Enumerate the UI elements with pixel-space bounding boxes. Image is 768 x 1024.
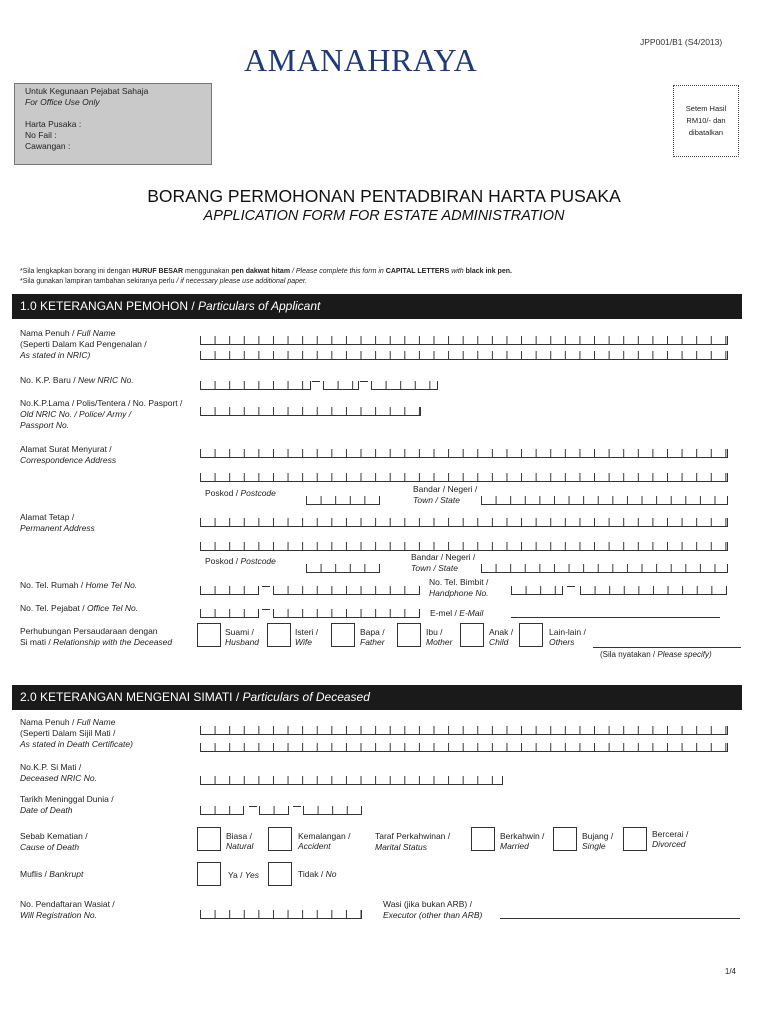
- note-bold: CAPITAL LETTERS: [385, 268, 450, 275]
- corr-town-field[interactable]: [481, 496, 728, 505]
- corr-address-label: Alamat Surat Menyurat / Correspondence Address: [20, 444, 117, 465]
- executor-field[interactable]: [500, 910, 740, 919]
- note-bold: HURUF BESAR: [132, 268, 184, 275]
- perm-postcode-field[interactable]: [306, 564, 380, 573]
- applicant-fullname-label: Nama Penuh / Full Name (Seperti Dalam Kad Pengenalan / As stated in NRIC): [20, 328, 147, 360]
- form-title-malay: BORANG PERMOHONAN PENTADBIRAN HARTA PUSAKA: [147, 186, 621, 206]
- dash: [262, 586, 270, 587]
- applicant-oldnric-label: No.K.P.Lama / Polis/Tentera / No. Pasport / Old NRIC No. / Police/ Army / Passport No.: [20, 398, 183, 430]
- cause-of-death-label: Sebab Kematian / Cause of Death: [20, 831, 88, 852]
- dod-day-field[interactable]: [200, 806, 244, 815]
- corr-address-field-1[interactable]: [200, 449, 728, 458]
- section2-header: [12, 685, 742, 710]
- newnric-field-1[interactable]: [200, 381, 311, 390]
- dash: [360, 381, 368, 382]
- option-others: Lain-lain / Others: [549, 627, 586, 647]
- officetel-label: No. Tel. Pejabat / Office Tel No.: [20, 603, 139, 613]
- page-number: 1/4: [724, 967, 736, 976]
- office-line2: For Office Use Only: [25, 97, 100, 107]
- form-title-english: APPLICATION FORM FOR ESTATE ADMINISTRATION: [203, 208, 565, 224]
- email-label: E-mel / E-Mail: [430, 608, 484, 618]
- deceased-fullname-field-1[interactable]: [200, 726, 728, 735]
- dash: [567, 586, 575, 587]
- hometel-field-1[interactable]: [200, 586, 259, 595]
- checkbox-accident[interactable]: [268, 827, 292, 851]
- checkbox-wife[interactable]: [267, 623, 291, 647]
- checkbox-others[interactable]: [519, 623, 543, 647]
- will-registration-field[interactable]: [200, 910, 362, 919]
- deceased-fullname-field-2[interactable]: [200, 743, 728, 752]
- handphone-label: No. Tel. Bimbit / Handphone No.: [429, 577, 489, 598]
- option-no: Tidak / No: [298, 869, 337, 879]
- specify-label: (Sila nyatakan / Please specify): [600, 650, 712, 659]
- note-text: *Sila gunakan lampiran tambahan sekiranya perlu: [20, 277, 175, 285]
- checkbox-bankrupt-yes[interactable]: [197, 862, 221, 886]
- hometel-field-2[interactable]: [273, 586, 420, 595]
- handphone-field-1[interactable]: [511, 586, 563, 595]
- stamp-line2: RM10/- dan: [686, 116, 726, 125]
- dod-year-field[interactable]: [303, 806, 362, 815]
- logo: AMANAHRAYA: [244, 42, 478, 78]
- office-harta: Harta Pusaka :: [25, 119, 82, 129]
- will-registration-label: No. Pendaftaran Wasiat / Will Registration No.: [20, 899, 115, 920]
- note-bold: pen dakwat hitam: [231, 268, 291, 275]
- section2-title-en: Particulars of Deceased: [242, 690, 370, 704]
- dod-month-field[interactable]: [259, 806, 289, 815]
- checkbox-child[interactable]: [460, 623, 484, 647]
- option-accident: Kemalangan / Accident: [298, 831, 351, 851]
- form-code: JPP001/B1 (S4/2013): [640, 37, 723, 47]
- section1-title: 1.0 KETERANGAN PEMOHON /: [20, 299, 199, 313]
- office-cawangan: Cawangan :: [25, 141, 71, 151]
- note-text: menggunakan: [183, 268, 232, 275]
- relationship-label: Perhubungan Persaudaraan dengan Si mati / Relationship with the Deceased: [20, 626, 173, 647]
- stamp-line1: Setem Hasil: [685, 104, 727, 113]
- office-line1: Untuk Kegunaan Pejabat Sahaja: [25, 86, 149, 96]
- perm-address-field-1[interactable]: [200, 518, 728, 527]
- corr-postcode-label: Poskod / Postcode: [205, 488, 276, 498]
- dash: [312, 381, 320, 382]
- option-mother: Ibu / Mother: [426, 627, 453, 647]
- deceased-fullname-label: Nama Penuh / Full Name (Seperti Dalam Sijil Mati / As stated in Death Certificate): [20, 717, 133, 749]
- dash: [262, 609, 270, 610]
- office-use-box: [14, 83, 212, 165]
- newnric-field-2[interactable]: [323, 381, 359, 390]
- dash: [249, 806, 257, 807]
- date-of-death-label: Tarikh Meninggal Dunia / Date of Death: [20, 794, 114, 815]
- others-specify-field[interactable]: [593, 639, 741, 648]
- corr-town-label: Bandar / Negeri / Town / State: [413, 484, 478, 505]
- oldnric-field[interactable]: [200, 407, 421, 416]
- option-father: Bapa / Father: [360, 627, 385, 647]
- office-nofail: No Fail :: [25, 130, 57, 140]
- newnric-field-3[interactable]: [371, 381, 438, 390]
- note-italic: / Please complete this form in: [290, 268, 386, 275]
- option-married: Berkahwin / Married: [500, 831, 545, 851]
- option-husband: Suami / Husband: [225, 627, 260, 647]
- applicant-fullname-field-2[interactable]: [200, 351, 728, 360]
- executor-label: Wasi (jika bukan ARB) / Executor (other than ARB): [383, 899, 483, 920]
- checkbox-father[interactable]: [331, 623, 355, 647]
- checkbox-natural[interactable]: [197, 827, 221, 851]
- option-wife: Isteri / Wife: [295, 627, 319, 647]
- option-child: Anak / Child: [489, 627, 514, 647]
- checkbox-single[interactable]: [553, 827, 577, 851]
- section2-title: 2.0 KETERANGAN MENGENAI SIMATI /: [20, 690, 243, 704]
- option-single: Bujang / Single: [582, 831, 614, 851]
- perm-address-label: Alamat Tetap / Permanent Address: [20, 512, 95, 533]
- revenue-stamp-box: [673, 85, 739, 157]
- dash: [293, 806, 301, 807]
- option-yes: Ya / Yes: [228, 870, 260, 880]
- perm-postcode-label: Poskod / Postcode: [205, 556, 276, 566]
- bankrupt-label: Muflis / Bankrupt: [20, 869, 84, 879]
- section1-header: [12, 294, 742, 319]
- checkbox-husband[interactable]: [197, 623, 221, 647]
- corr-postcode-field[interactable]: [306, 496, 380, 505]
- checkbox-married[interactable]: [471, 827, 495, 851]
- note-italic: with: [449, 268, 466, 275]
- perm-town-field[interactable]: [481, 564, 728, 573]
- hometel-label: No. Tel. Rumah / Home Tel No.: [20, 580, 138, 590]
- applicant-fullname-field-1[interactable]: [200, 336, 728, 345]
- officetel-field-1[interactable]: [200, 609, 259, 618]
- officetel-field-2[interactable]: [273, 609, 420, 618]
- corr-address-field-2[interactable]: [200, 473, 728, 482]
- perm-town-label: Bandar / Negeri / Town / State: [411, 552, 476, 573]
- email-field[interactable]: [511, 609, 720, 618]
- section1-title-en: Particulars of Applicant: [198, 299, 321, 313]
- deceased-nric-label: No.K.P. Si Mati / Deceased NRIC No.: [20, 762, 98, 783]
- option-divorced: Bercerai / Divorced: [652, 829, 689, 849]
- checkbox-bankrupt-no[interactable]: [268, 862, 292, 886]
- note-text: *Sila lengkapkan borang ini dengan: [20, 268, 133, 275]
- stamp-line3: dibatalkan: [688, 128, 724, 137]
- perm-address-field-2[interactable]: [200, 542, 728, 551]
- instructions: [20, 267, 512, 286]
- checkbox-mother[interactable]: [397, 623, 421, 647]
- deceased-nric-field[interactable]: [200, 776, 503, 785]
- marital-status-label: Taraf Perkahwinan / Marital Status: [375, 831, 451, 852]
- checkbox-divorced[interactable]: [623, 827, 647, 851]
- note-italic: / if necessary please use additional paper.: [174, 277, 307, 285]
- option-natural: Biasa / Natural: [226, 831, 254, 851]
- handphone-field-2[interactable]: [580, 586, 727, 595]
- applicant-newnric-label: No. K.P. Baru / New NRIC No.: [20, 375, 134, 385]
- note-bold: black ink pen.: [465, 268, 512, 275]
